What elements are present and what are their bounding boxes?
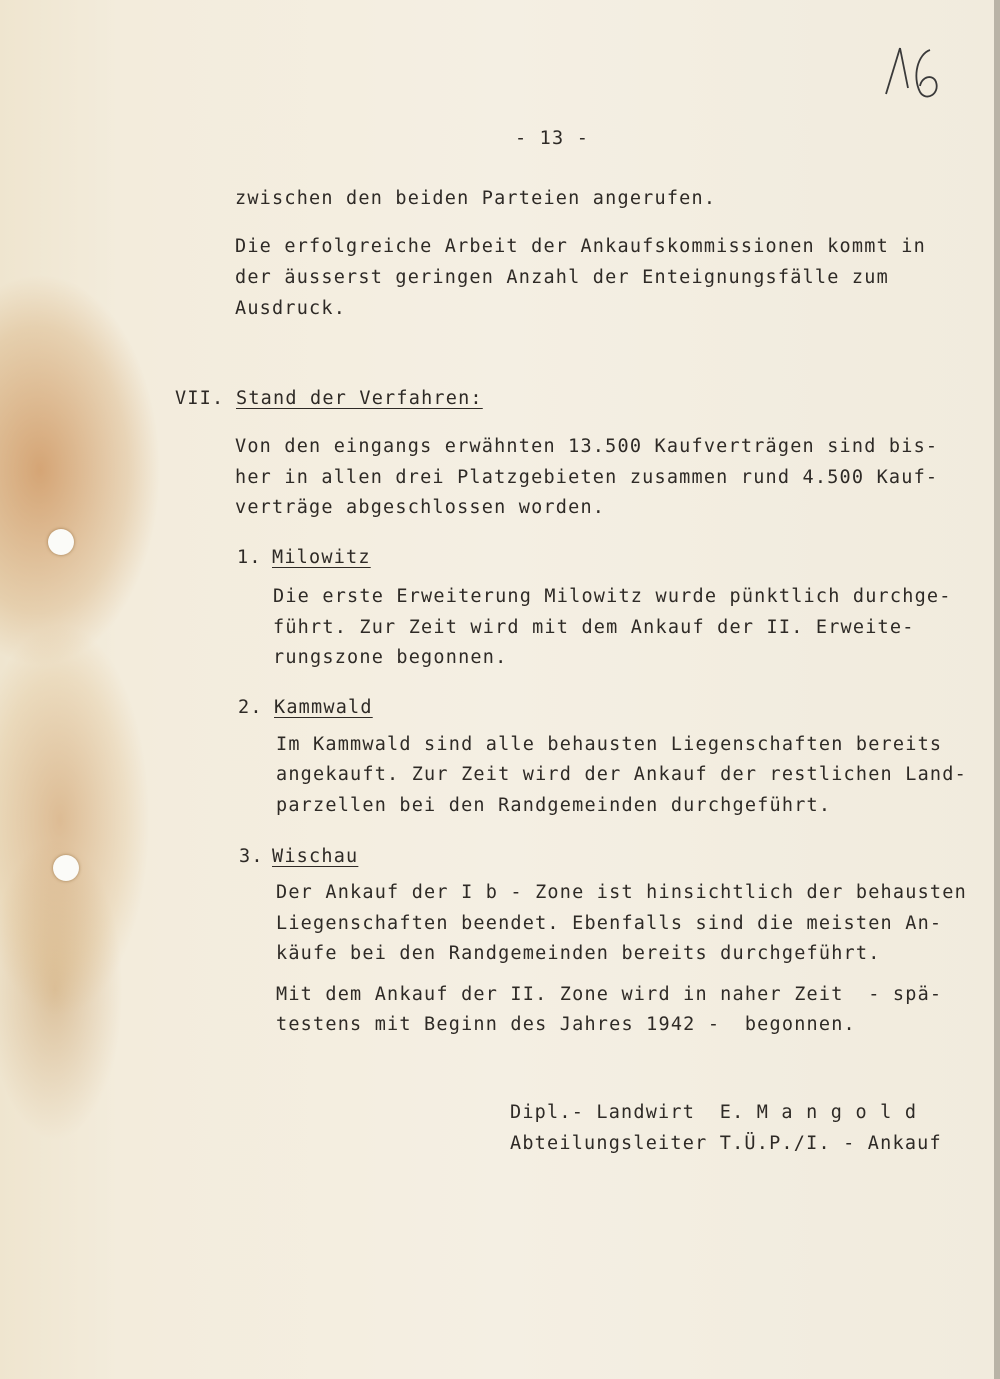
section-text-line: her in allen drei Platzgebieten zusammen rund 4.500 Kauf-: [235, 467, 939, 488]
paragraph-line: Ausdruck.: [235, 298, 347, 319]
signature-title: Abteilungsleiter T.Ü.P./I. - Ankauf: [510, 1133, 942, 1154]
paragraph-line: Die erfolgreiche Arbeit der Ankaufskommissionen kommt in: [235, 236, 926, 257]
section-text-line: Von den eingangs erwähnten 13.500 Kaufverträgen sind bis-: [235, 436, 939, 457]
item-text-line: rungszone begonnen.: [273, 647, 508, 668]
intro-line: zwischen den beiden Parteien angerufen.: [235, 188, 717, 209]
page-number: - 13 -: [515, 128, 590, 149]
item-number: 3.: [239, 846, 264, 867]
signature-name: Dipl.- Landwirt E. M a n g o l d: [510, 1102, 918, 1123]
item-text-line: führt. Zur Zeit wird mit dem Ankauf der II. Erweite-: [273, 617, 915, 638]
item-text-line: Mit dem Ankauf der II. Zone wird in naher Zeit - spä-: [276, 984, 943, 1005]
item-title-wischau: Wischau: [272, 846, 359, 867]
item-number: 2.: [238, 697, 263, 718]
item-text-line: käufe bei den Randgemeinden bereits durchgeführt.: [276, 943, 881, 964]
section-number: VII.: [175, 388, 225, 409]
paragraph-line: der äusserst geringen Anzahl der Enteignungsfälle zum: [235, 267, 889, 288]
item-text-line: Liegenschaften beendet. Ebenfalls sind die meisten An-: [276, 913, 943, 934]
item-title-kammwald: Kammwald: [274, 697, 373, 718]
section-text-line: verträge abgeschlossen worden.: [235, 497, 606, 518]
item-text-line: Im Kammwald sind alle behausten Liegenschaften bereits: [276, 734, 943, 755]
item-title-milowitz: Milowitz: [272, 547, 371, 568]
section-title: Stand der Verfahren:: [236, 388, 483, 409]
page-edge: [994, 0, 1000, 1379]
item-number: 1.: [237, 547, 262, 568]
item-text-line: Die erste Erweiterung Milowitz wurde pünktlich durchge-: [273, 586, 952, 607]
item-text-line: Der Ankauf der I b - Zone ist hinsichtlich der behausten: [276, 882, 967, 903]
punch-hole-bottom: [53, 855, 79, 881]
item-text-line: parzellen bei den Randgemeinden durchgeführt.: [276, 795, 832, 816]
item-text-line: testens mit Beginn des Jahres 1942 - begonnen.: [276, 1014, 856, 1035]
punch-hole-top: [48, 529, 74, 555]
handwritten-folio-number: [878, 36, 948, 106]
item-text-line: angekauft. Zur Zeit wird der Ankauf der restlichen Land-: [276, 764, 967, 785]
